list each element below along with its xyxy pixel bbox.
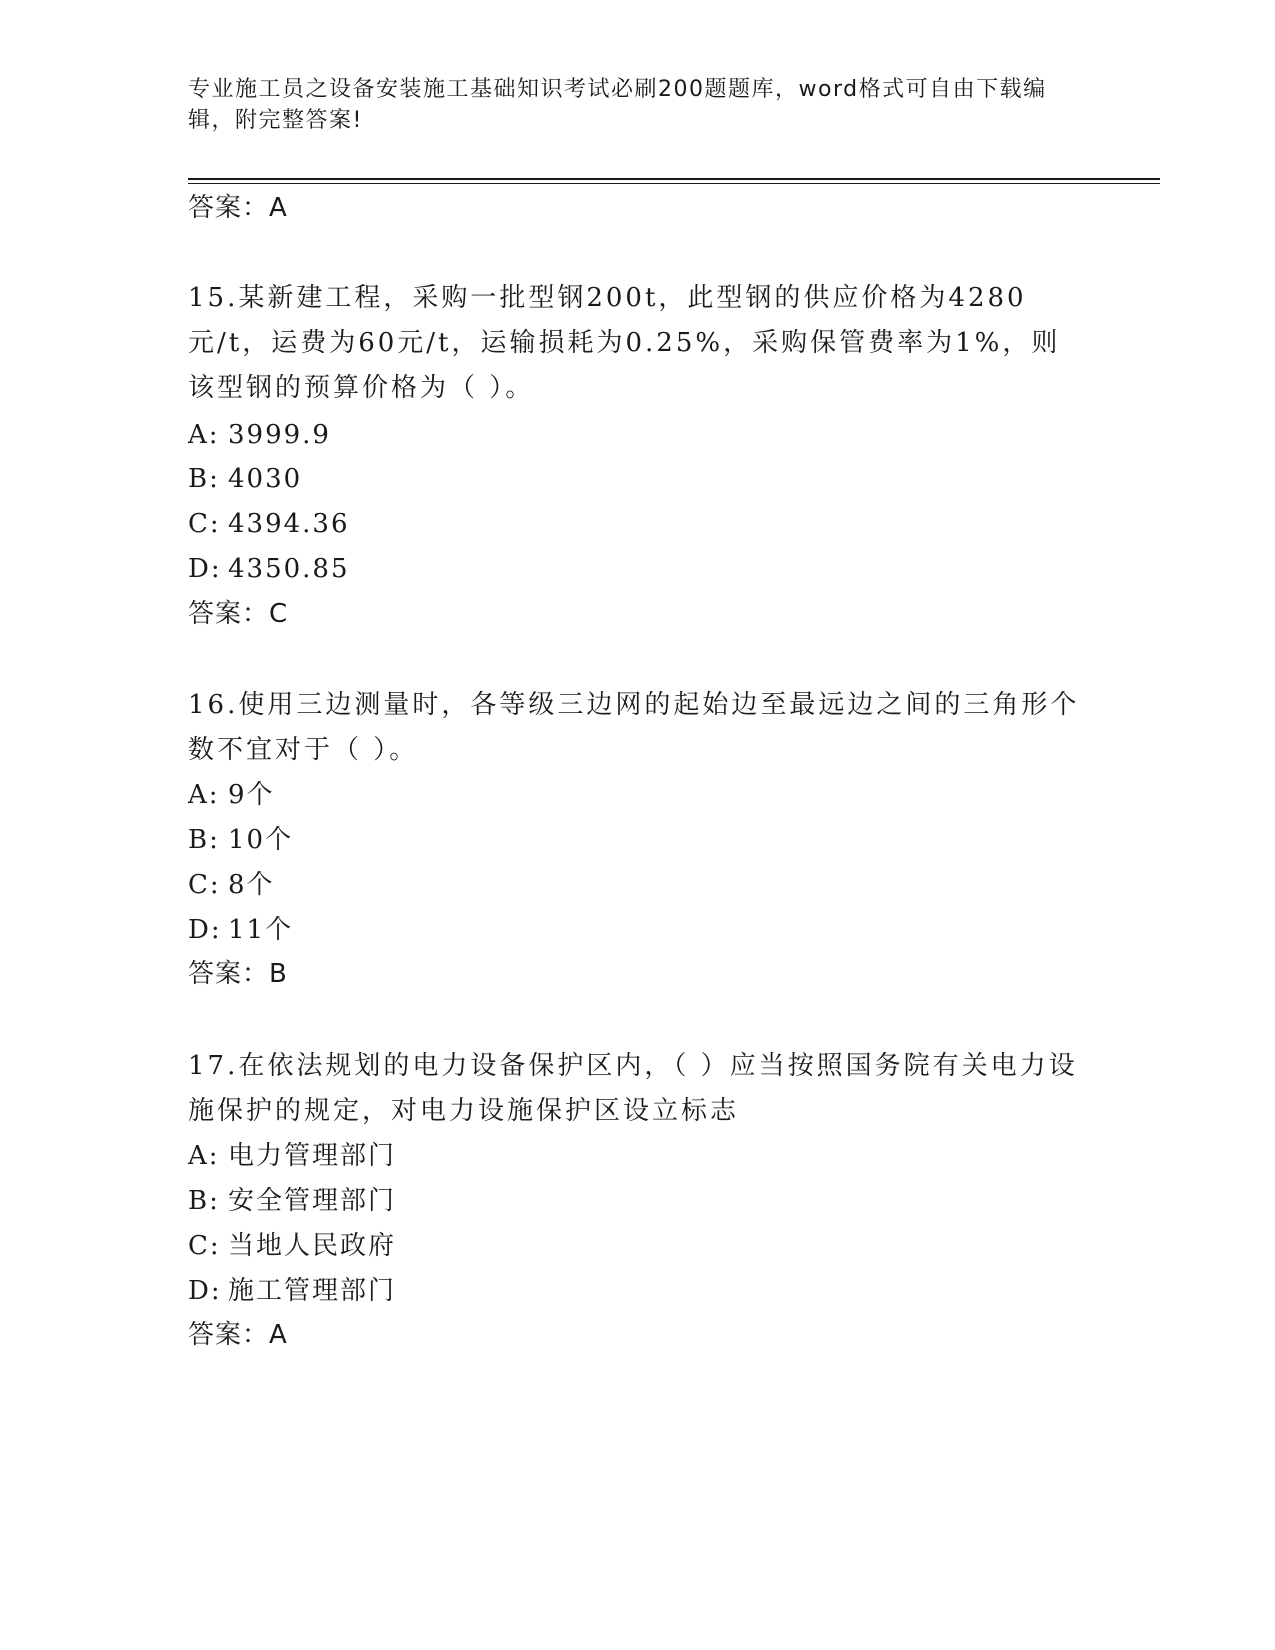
previous-answer: 答案：A (188, 193, 288, 223)
header-rule-thin (188, 183, 1160, 184)
option-letter: A: (188, 780, 220, 810)
option-value: 4030 (228, 464, 303, 494)
option-value: 4350.85 (228, 554, 350, 584)
question-16-option-c (188, 868, 275, 902)
option-letter: D: (188, 1276, 222, 1306)
option-letter: B: (188, 825, 220, 855)
option-letter: B: (188, 1186, 220, 1216)
question-15-option-c (188, 507, 350, 541)
option-letter: C: (188, 870, 221, 900)
question-17-text: 17.在依法规划的电力设备保护区内，（ ）应当按照国务院有关电力设施保护的规定，对电力设施保护区设立标志 (188, 1051, 1078, 1126)
option-value: 4394.36 (228, 509, 350, 539)
question-17-option-c (188, 1229, 396, 1263)
option-value: 安全管理部门 (228, 1186, 397, 1216)
question-17-option-b (188, 1184, 396, 1218)
question-15-answer: 答案：C (188, 599, 289, 629)
option-letter: D: (188, 554, 222, 584)
option-letter: C: (188, 1231, 221, 1261)
option-letter: A: (188, 420, 220, 450)
question-15-option-d (188, 552, 350, 586)
question-16-option-a (188, 778, 275, 812)
question-16-answer: 答案：B (188, 959, 288, 989)
option-letter: C: (188, 509, 221, 539)
option-value: 3999.9 (228, 420, 331, 450)
question-16-option-b (188, 823, 293, 857)
question-17-option-d (188, 1274, 396, 1308)
question-17-answer: 答案：A (188, 1320, 288, 1350)
option-letter: B: (188, 464, 220, 494)
option-value: 施工管理部门 (228, 1276, 397, 1306)
question-15-text: 15.某新建工程，采购一批型钢200t，此型钢的供应价格为4280元/t，运费为60元/t，运输损耗为0.25%，采购保管费率为1%，则该型钢的预算价格为（ ）。 (188, 283, 1061, 403)
header-rule-thick (188, 178, 1160, 180)
option-value: 9个 (228, 780, 275, 810)
question-16-option-d (188, 913, 293, 947)
option-letter: A: (188, 1141, 220, 1171)
option-value: 电力管理部门 (228, 1141, 397, 1171)
question-15-option-a (188, 418, 331, 452)
question-16-text: 16.使用三边测量时，各等级三边网的起始边至最远边之间的三角形个数不宜对于（ ）。 (188, 690, 1080, 765)
question-17-option-a (188, 1139, 396, 1173)
question-15-option-b (188, 462, 302, 496)
option-value: 当地人民政府 (228, 1231, 397, 1261)
option-value: 8个 (228, 870, 275, 900)
option-value: 11个 (228, 915, 294, 945)
option-letter: D: (188, 915, 222, 945)
document-header: 专业施工员之设备安装施工基础知识考试必刷200题题库，word格式可自由下载编辑，附完整答案! (188, 77, 1047, 133)
option-value: 10个 (228, 825, 294, 855)
